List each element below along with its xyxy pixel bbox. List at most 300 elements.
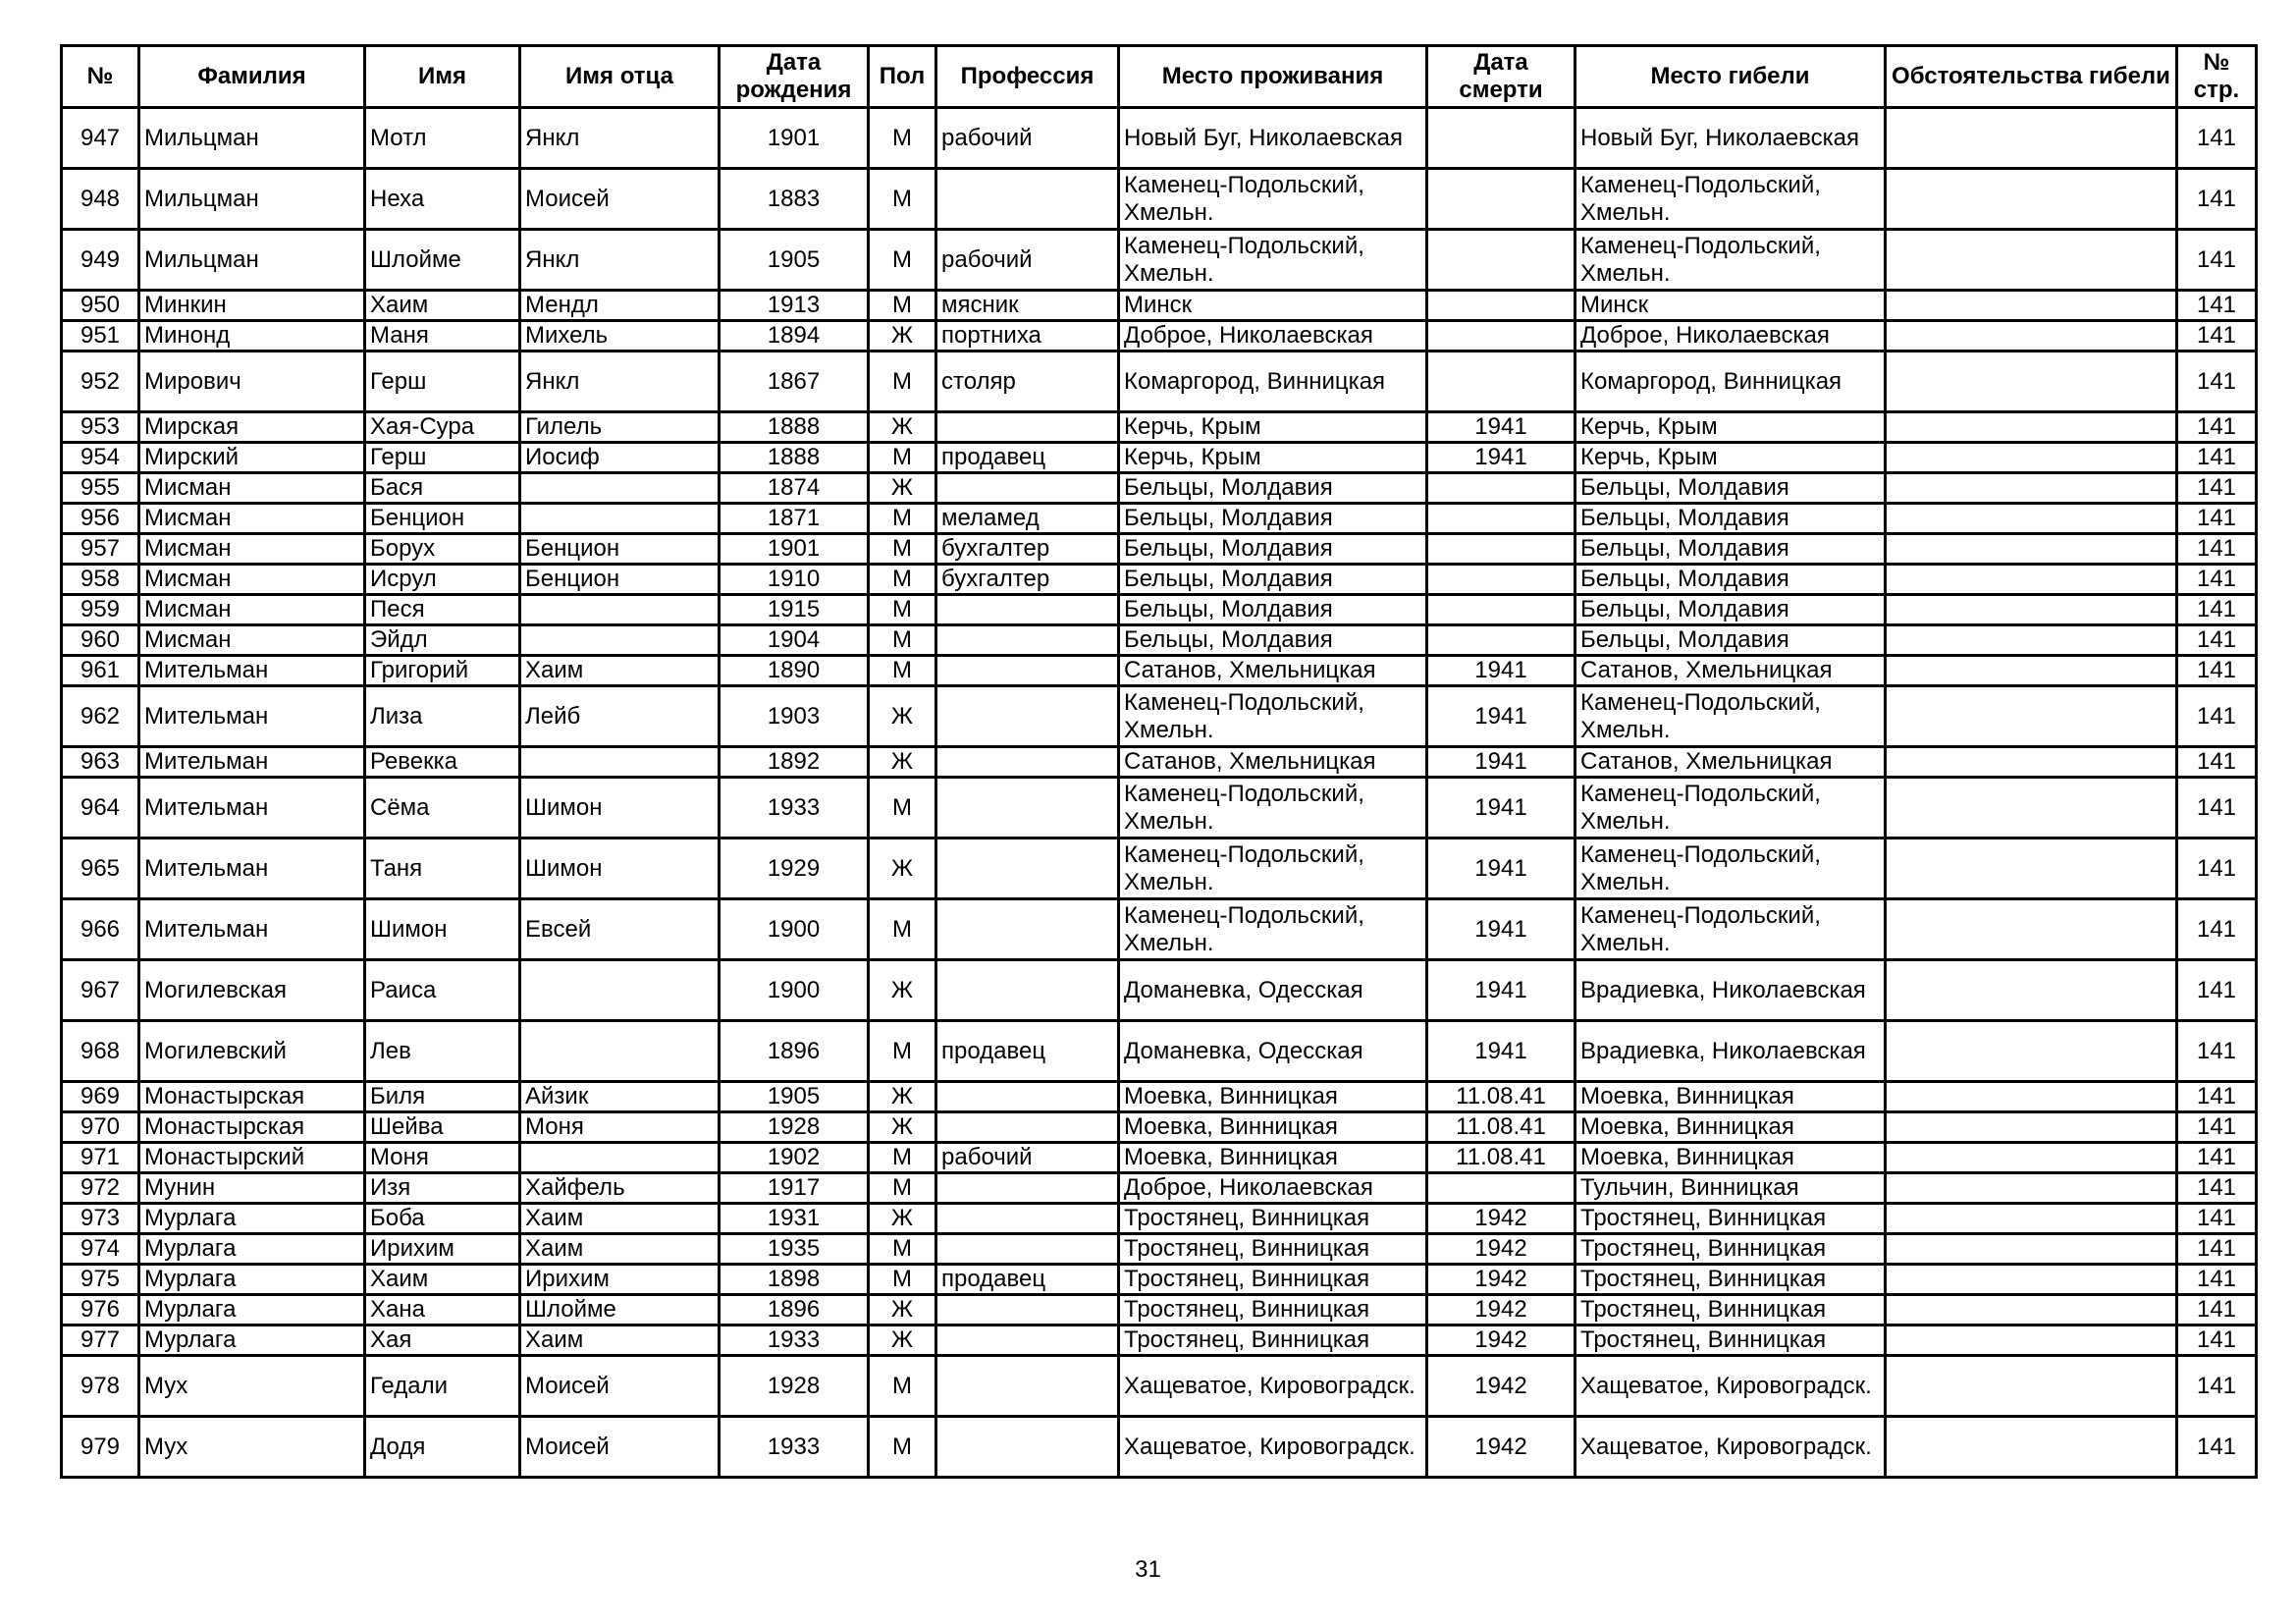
- cell-patronymic: Янкл: [520, 230, 720, 291]
- cell-surname: Мисман: [139, 625, 365, 656]
- cell-first-name: Эйдл: [365, 625, 520, 656]
- cell-birth-year: 1933: [720, 1417, 869, 1478]
- cell-number: 965: [62, 839, 139, 899]
- cell-number: 960: [62, 625, 139, 656]
- cell-sex: М: [869, 352, 936, 412]
- cell-sex: Ж: [869, 473, 936, 504]
- cell-surname: Мурлага: [139, 1234, 365, 1265]
- cell-residence: Моевка, Винницкая: [1119, 1082, 1427, 1112]
- cell-sex: Ж: [869, 686, 936, 747]
- cell-profession: продавец: [936, 1265, 1119, 1295]
- cell-circumstances: [1886, 230, 2177, 291]
- cell-death-date: [1427, 108, 1575, 169]
- cell-death-date: [1427, 321, 1575, 352]
- cell-circumstances: [1886, 1204, 2177, 1234]
- cell-first-name: Исрул: [365, 565, 520, 595]
- cell-surname: Мисман: [139, 504, 365, 534]
- cell-residence: Бельцы, Молдавия: [1119, 473, 1427, 504]
- cell-sex: М: [869, 899, 936, 960]
- header-sex: Пол: [869, 46, 936, 108]
- cell-death-place: Моевка, Винницкая: [1575, 1143, 1886, 1173]
- cell-residence: Керчь, Крым: [1119, 412, 1427, 443]
- cell-birth-year: 1933: [720, 778, 869, 839]
- header-death-place: Место гибели: [1575, 46, 1886, 108]
- cell-sex: М: [869, 230, 936, 291]
- cell-page: 141: [2177, 686, 2257, 747]
- cell-death-date: 11.08.41: [1427, 1112, 1575, 1143]
- table-row: [62, 1173, 2257, 1204]
- cell-number: 967: [62, 960, 139, 1021]
- table-row: [62, 1112, 2257, 1143]
- cell-residence: Каменец-Подольский, Хмельн.: [1119, 230, 1427, 291]
- cell-patronymic: Хаим: [520, 656, 720, 686]
- cell-first-name: Неха: [365, 169, 520, 230]
- cell-death-date: 1942: [1427, 1265, 1575, 1295]
- cell-patronymic: Хаим: [520, 1325, 720, 1356]
- cell-residence: Доманевка, Одесская: [1119, 960, 1427, 1021]
- header-row: [62, 46, 2257, 108]
- cell-profession: продавец: [936, 443, 1119, 473]
- cell-residence: Бельцы, Молдавия: [1119, 595, 1427, 625]
- cell-death-place: Сатанов, Хмельницкая: [1575, 656, 1886, 686]
- cell-first-name: Шимон: [365, 899, 520, 960]
- cell-page: 141: [2177, 625, 2257, 656]
- cell-patronymic: [520, 504, 720, 534]
- table-row: [62, 108, 2257, 169]
- cell-page: 141: [2177, 565, 2257, 595]
- cell-death-place: Доброе, Николаевская: [1575, 321, 1886, 352]
- cell-patronymic: Шимон: [520, 839, 720, 899]
- table-body: [62, 108, 2257, 1478]
- cell-residence: Каменец-Подольский, Хмельн.: [1119, 686, 1427, 747]
- cell-residence: Бельцы, Молдавия: [1119, 625, 1427, 656]
- cell-patronymic: Гилель: [520, 412, 720, 443]
- cell-patronymic: Лейб: [520, 686, 720, 747]
- cell-surname: Мух: [139, 1356, 365, 1417]
- cell-profession: [936, 686, 1119, 747]
- cell-sex: Ж: [869, 839, 936, 899]
- cell-circumstances: [1886, 504, 2177, 534]
- cell-residence: Каменец-Подольский, Хмельн.: [1119, 899, 1427, 960]
- cell-first-name: Биля: [365, 1082, 520, 1112]
- cell-first-name: Лиза: [365, 686, 520, 747]
- cell-circumstances: [1886, 108, 2177, 169]
- cell-death-date: [1427, 504, 1575, 534]
- cell-surname: Минкин: [139, 291, 365, 321]
- cell-circumstances: [1886, 778, 2177, 839]
- cell-profession: [936, 747, 1119, 778]
- cell-birth-year: 1874: [720, 473, 869, 504]
- cell-patronymic: [520, 960, 720, 1021]
- cell-residence: Тростянец, Винницкая: [1119, 1234, 1427, 1265]
- cell-patronymic: Шимон: [520, 778, 720, 839]
- cell-page: 141: [2177, 1234, 2257, 1265]
- cell-sex: Ж: [869, 747, 936, 778]
- cell-profession: [936, 899, 1119, 960]
- cell-first-name: Герш: [365, 443, 520, 473]
- cell-number: 963: [62, 747, 139, 778]
- table-row: [62, 321, 2257, 352]
- cell-sex: М: [869, 504, 936, 534]
- cell-sex: М: [869, 1265, 936, 1295]
- cell-surname: Мирский: [139, 443, 365, 473]
- cell-profession: рабочий: [936, 1143, 1119, 1173]
- cell-birth-year: 1888: [720, 443, 869, 473]
- cell-residence: Каменец-Подольский, Хмельн.: [1119, 778, 1427, 839]
- cell-patronymic: [520, 595, 720, 625]
- cell-circumstances: [1886, 1021, 2177, 1082]
- cell-residence: Бельцы, Молдавия: [1119, 534, 1427, 565]
- cell-first-name: Хая-Сура: [365, 412, 520, 443]
- cell-death-place: Минск: [1575, 291, 1886, 321]
- cell-number: 957: [62, 534, 139, 565]
- cell-birth-year: 1888: [720, 412, 869, 443]
- cell-sex: М: [869, 1356, 936, 1417]
- cell-number: 950: [62, 291, 139, 321]
- cell-death-date: 1942: [1427, 1325, 1575, 1356]
- cell-death-place: Бельцы, Молдавия: [1575, 595, 1886, 625]
- cell-patronymic: [520, 747, 720, 778]
- cell-death-date: 1941: [1427, 1021, 1575, 1082]
- cell-number: 947: [62, 108, 139, 169]
- cell-sex: М: [869, 625, 936, 656]
- cell-circumstances: [1886, 747, 2177, 778]
- cell-death-date: 1941: [1427, 899, 1575, 960]
- cell-circumstances: [1886, 625, 2177, 656]
- cell-first-name: Лев: [365, 1021, 520, 1082]
- cell-death-date: [1427, 534, 1575, 565]
- cell-number: 953: [62, 412, 139, 443]
- cell-number: 952: [62, 352, 139, 412]
- table-row: [62, 534, 2257, 565]
- cell-residence: Каменец-Подольский, Хмельн.: [1119, 169, 1427, 230]
- cell-death-place: Каменец-Подольский, Хмельн.: [1575, 899, 1886, 960]
- cell-death-place: Бельцы, Молдавия: [1575, 534, 1886, 565]
- cell-birth-year: 1905: [720, 230, 869, 291]
- cell-surname: Мильцман: [139, 230, 365, 291]
- cell-birth-year: 1896: [720, 1295, 869, 1325]
- cell-death-place: Каменец-Подольский, Хмельн.: [1575, 839, 1886, 899]
- cell-profession: [936, 595, 1119, 625]
- table-row: [62, 778, 2257, 839]
- cell-page: 141: [2177, 1082, 2257, 1112]
- cell-profession: мясник: [936, 291, 1119, 321]
- cell-patronymic: Моня: [520, 1112, 720, 1143]
- cell-birth-year: 1896: [720, 1021, 869, 1082]
- cell-first-name: Моня: [365, 1143, 520, 1173]
- cell-death-date: 1942: [1427, 1234, 1575, 1265]
- cell-sex: М: [869, 565, 936, 595]
- cell-number: 968: [62, 1021, 139, 1082]
- cell-death-date: [1427, 595, 1575, 625]
- cell-circumstances: [1886, 1173, 2177, 1204]
- cell-number: 951: [62, 321, 139, 352]
- cell-patronymic: Бенцион: [520, 565, 720, 595]
- cell-birth-year: 1894: [720, 321, 869, 352]
- cell-number: 961: [62, 656, 139, 686]
- cell-page: 141: [2177, 108, 2257, 169]
- cell-page: 141: [2177, 504, 2257, 534]
- cell-first-name: Борух: [365, 534, 520, 565]
- cell-circumstances: [1886, 473, 2177, 504]
- cell-residence: Сатанов, Хмельницкая: [1119, 656, 1427, 686]
- cell-surname: Мисман: [139, 595, 365, 625]
- cell-surname: Мильцман: [139, 169, 365, 230]
- cell-number: 969: [62, 1082, 139, 1112]
- cell-residence: Доброе, Николаевская: [1119, 1173, 1427, 1204]
- cell-death-place: Каменец-Подольский, Хмельн.: [1575, 778, 1886, 839]
- cell-first-name: Ирихим: [365, 1234, 520, 1265]
- cell-death-date: [1427, 352, 1575, 412]
- cell-page: 141: [2177, 839, 2257, 899]
- cell-first-name: Мотл: [365, 108, 520, 169]
- cell-sex: М: [869, 656, 936, 686]
- cell-number: 948: [62, 169, 139, 230]
- cell-surname: Мурлага: [139, 1204, 365, 1234]
- cell-surname: Мильцман: [139, 108, 365, 169]
- cell-death-date: [1427, 169, 1575, 230]
- cell-profession: [936, 1417, 1119, 1478]
- cell-page: 141: [2177, 1417, 2257, 1478]
- cell-profession: [936, 1173, 1119, 1204]
- cell-birth-year: 1883: [720, 169, 869, 230]
- cell-residence: Бельцы, Молдавия: [1119, 504, 1427, 534]
- cell-patronymic: Ирихим: [520, 1265, 720, 1295]
- cell-birth-year: 1871: [720, 504, 869, 534]
- cell-circumstances: [1886, 169, 2177, 230]
- cell-circumstances: [1886, 839, 2177, 899]
- cell-number: 955: [62, 473, 139, 504]
- cell-residence: Минск: [1119, 291, 1427, 321]
- cell-sex: М: [869, 778, 936, 839]
- cell-patronymic: Янкл: [520, 352, 720, 412]
- table-row: [62, 686, 2257, 747]
- cell-number: 970: [62, 1112, 139, 1143]
- cell-residence: Тростянец, Винницкая: [1119, 1204, 1427, 1234]
- cell-death-date: 1941: [1427, 656, 1575, 686]
- cell-first-name: Маня: [365, 321, 520, 352]
- cell-sex: Ж: [869, 1082, 936, 1112]
- cell-number: 979: [62, 1417, 139, 1478]
- cell-profession: бухгалтер: [936, 534, 1119, 565]
- cell-page: 141: [2177, 747, 2257, 778]
- cell-death-place: Бельцы, Молдавия: [1575, 504, 1886, 534]
- cell-surname: Мурлага: [139, 1295, 365, 1325]
- cell-surname: Мисман: [139, 565, 365, 595]
- cell-sex: Ж: [869, 1295, 936, 1325]
- table-row: [62, 443, 2257, 473]
- cell-surname: Мирская: [139, 412, 365, 443]
- cell-sex: М: [869, 1417, 936, 1478]
- cell-birth-year: 1867: [720, 352, 869, 412]
- cell-birth-year: 1901: [720, 534, 869, 565]
- cell-death-date: 1941: [1427, 443, 1575, 473]
- cell-birth-year: 1905: [720, 1082, 869, 1112]
- cell-residence: Керчь, Крым: [1119, 443, 1427, 473]
- cell-first-name: Герш: [365, 352, 520, 412]
- cell-sex: Ж: [869, 321, 936, 352]
- table-row: [62, 625, 2257, 656]
- table-row: [62, 960, 2257, 1021]
- table-row: [62, 1295, 2257, 1325]
- cell-sex: Ж: [869, 1112, 936, 1143]
- cell-patronymic: Янкл: [520, 108, 720, 169]
- cell-death-place: Бельцы, Молдавия: [1575, 473, 1886, 504]
- cell-surname: Мительман: [139, 686, 365, 747]
- cell-first-name: Изя: [365, 1173, 520, 1204]
- cell-patronymic: Хайфель: [520, 1173, 720, 1204]
- cell-circumstances: [1886, 1265, 2177, 1295]
- cell-death-place: Бельцы, Молдавия: [1575, 625, 1886, 656]
- cell-profession: [936, 1082, 1119, 1112]
- cell-residence: Тростянец, Винницкая: [1119, 1265, 1427, 1295]
- cell-death-date: [1427, 1173, 1575, 1204]
- cell-sex: М: [869, 1173, 936, 1204]
- cell-death-place: Керчь, Крым: [1575, 443, 1886, 473]
- cell-sex: М: [869, 443, 936, 473]
- cell-number: 954: [62, 443, 139, 473]
- cell-surname: Мительман: [139, 899, 365, 960]
- cell-death-place: Хащеватое, Кировоградск.: [1575, 1356, 1886, 1417]
- table-row: [62, 656, 2257, 686]
- cell-sex: Ж: [869, 1325, 936, 1356]
- cell-death-place: Бельцы, Молдавия: [1575, 565, 1886, 595]
- cell-death-place: Хащеватое, Кировоградск.: [1575, 1417, 1886, 1478]
- cell-first-name: Бася: [365, 473, 520, 504]
- cell-death-date: 1941: [1427, 960, 1575, 1021]
- table-row: [62, 1021, 2257, 1082]
- cell-number: 958: [62, 565, 139, 595]
- cell-surname: Мурлага: [139, 1325, 365, 1356]
- cell-patronymic: Хаим: [520, 1234, 720, 1265]
- cell-sex: М: [869, 534, 936, 565]
- cell-death-place: Тростянец, Винницкая: [1575, 1295, 1886, 1325]
- cell-profession: [936, 1325, 1119, 1356]
- cell-birth-year: 1901: [720, 108, 869, 169]
- table-row: [62, 1082, 2257, 1112]
- cell-death-place: Керчь, Крым: [1575, 412, 1886, 443]
- cell-patronymic: [520, 625, 720, 656]
- table-row: [62, 504, 2257, 534]
- cell-death-date: 11.08.41: [1427, 1143, 1575, 1173]
- cell-birth-year: 1931: [720, 1204, 869, 1234]
- table-row: [62, 1265, 2257, 1295]
- cell-surname: Мух: [139, 1417, 365, 1478]
- cell-number: 977: [62, 1325, 139, 1356]
- cell-number: 949: [62, 230, 139, 291]
- cell-surname: Монастырская: [139, 1082, 365, 1112]
- cell-profession: рабочий: [936, 230, 1119, 291]
- table-row: [62, 595, 2257, 625]
- cell-patronymic: Иосиф: [520, 443, 720, 473]
- cell-surname: Мисман: [139, 534, 365, 565]
- cell-residence: Новый Буг, Николаевская: [1119, 108, 1427, 169]
- page-number: 31: [1135, 1556, 1161, 1583]
- cell-profession: столяр: [936, 352, 1119, 412]
- cell-first-name: Раиса: [365, 960, 520, 1021]
- cell-death-place: Сатанов, Хмельницкая: [1575, 747, 1886, 778]
- cell-circumstances: [1886, 1356, 2177, 1417]
- cell-number: 973: [62, 1204, 139, 1234]
- cell-patronymic: Шлойме: [520, 1295, 720, 1325]
- cell-first-name: Гедали: [365, 1356, 520, 1417]
- cell-birth-year: 1917: [720, 1173, 869, 1204]
- cell-page: 141: [2177, 1295, 2257, 1325]
- cell-page: 141: [2177, 1021, 2257, 1082]
- cell-patronymic: Моисей: [520, 1417, 720, 1478]
- cell-page: 141: [2177, 656, 2257, 686]
- table-row: [62, 747, 2257, 778]
- cell-surname: Мительман: [139, 656, 365, 686]
- cell-profession: [936, 473, 1119, 504]
- cell-death-date: [1427, 565, 1575, 595]
- cell-profession: [936, 625, 1119, 656]
- cell-number: 975: [62, 1265, 139, 1295]
- cell-birth-year: 1935: [720, 1234, 869, 1265]
- cell-circumstances: [1886, 321, 2177, 352]
- cell-residence: Тростянец, Винницкая: [1119, 1325, 1427, 1356]
- cell-sex: Ж: [869, 1204, 936, 1234]
- cell-residence: Каменец-Подольский, Хмельн.: [1119, 839, 1427, 899]
- cell-number: 956: [62, 504, 139, 534]
- cell-death-place: Тростянец, Винницкая: [1575, 1234, 1886, 1265]
- cell-profession: портниха: [936, 321, 1119, 352]
- cell-death-place: Врадиевка, Николаевская: [1575, 1021, 1886, 1082]
- cell-residence: Комаргород, Винницкая: [1119, 352, 1427, 412]
- cell-death-date: 1941: [1427, 839, 1575, 899]
- cell-death-place: Тульчин, Винницкая: [1575, 1173, 1886, 1204]
- cell-first-name: Ревекка: [365, 747, 520, 778]
- cell-birth-year: 1929: [720, 839, 869, 899]
- cell-page: 141: [2177, 534, 2257, 565]
- cell-birth-year: 1903: [720, 686, 869, 747]
- cell-page: 141: [2177, 412, 2257, 443]
- cell-profession: [936, 778, 1119, 839]
- cell-death-place: Тростянец, Винницкая: [1575, 1204, 1886, 1234]
- cell-birth-year: 1915: [720, 595, 869, 625]
- cell-page: 141: [2177, 352, 2257, 412]
- cell-first-name: Хаим: [365, 291, 520, 321]
- cell-page: 141: [2177, 1265, 2257, 1295]
- header-patronymic: Имя отца: [520, 46, 720, 108]
- header-number: №: [62, 46, 139, 108]
- cell-death-date: 1941: [1427, 686, 1575, 747]
- cell-surname: Могилевский: [139, 1021, 365, 1082]
- table-row: [62, 1325, 2257, 1356]
- cell-profession: [936, 1295, 1119, 1325]
- cell-birth-year: 1898: [720, 1265, 869, 1295]
- cell-page: 141: [2177, 1204, 2257, 1234]
- cell-death-date: 1941: [1427, 412, 1575, 443]
- cell-first-name: Таня: [365, 839, 520, 899]
- cell-sex: М: [869, 108, 936, 169]
- cell-profession: [936, 1356, 1119, 1417]
- cell-circumstances: [1886, 352, 2177, 412]
- table-row: [62, 169, 2257, 230]
- cell-profession: [936, 1112, 1119, 1143]
- cell-first-name: Додя: [365, 1417, 520, 1478]
- cell-profession: [936, 1234, 1119, 1265]
- cell-patronymic: [520, 1021, 720, 1082]
- table-row: [62, 1204, 2257, 1234]
- cell-first-name: Хана: [365, 1295, 520, 1325]
- cell-patronymic: Евсей: [520, 899, 720, 960]
- cell-page: 141: [2177, 1143, 2257, 1173]
- cell-residence: Хащеватое, Кировоградск.: [1119, 1356, 1427, 1417]
- cell-page: 141: [2177, 1325, 2257, 1356]
- cell-circumstances: [1886, 534, 2177, 565]
- header-death-date: Дата смерти: [1427, 46, 1575, 108]
